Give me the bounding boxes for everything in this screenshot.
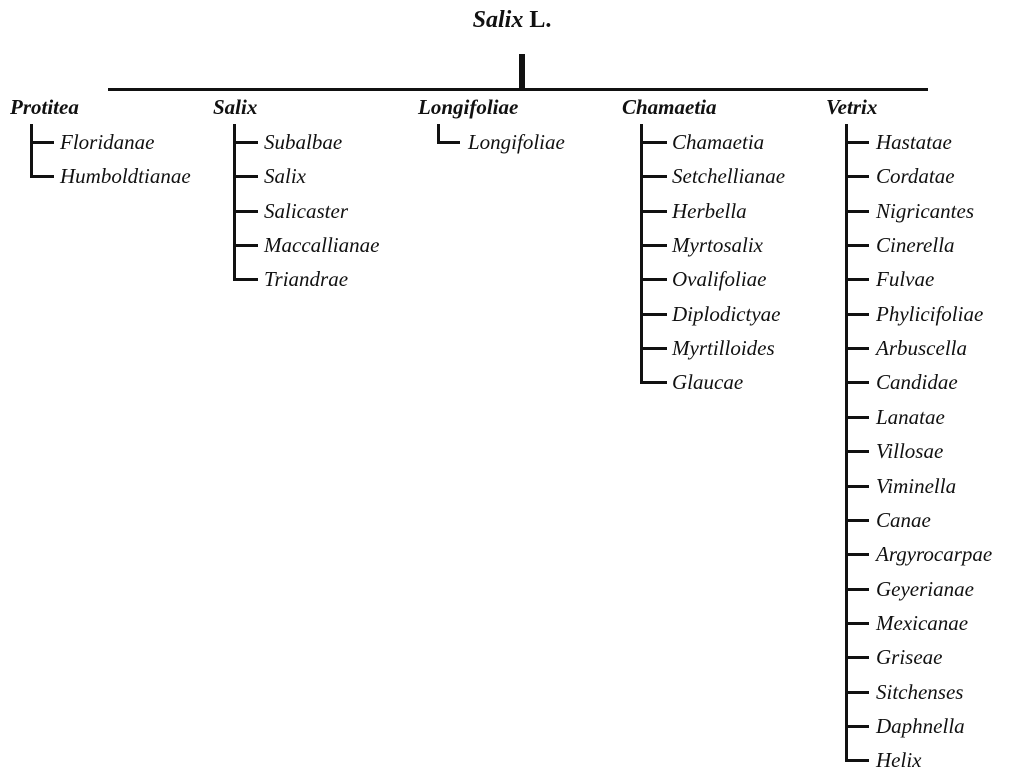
section-label: Floridanae bbox=[60, 130, 155, 154]
branch-tick bbox=[845, 588, 869, 591]
section-label: Sitchenses bbox=[876, 679, 964, 704]
section-label: Salix bbox=[264, 164, 306, 189]
section-label: Maccallianae bbox=[264, 233, 380, 258]
branch-vertical-line bbox=[30, 124, 33, 178]
section-label: Nigricantes bbox=[876, 198, 974, 223]
genus-name: Salix bbox=[472, 7, 524, 33]
section-label: Candidae bbox=[876, 370, 958, 395]
genus-author: L. bbox=[529, 7, 552, 33]
section-label: Cordatae bbox=[876, 164, 955, 189]
section-label: Phylicifoliae bbox=[876, 301, 984, 326]
branch-tick bbox=[845, 381, 869, 384]
section-label: Arbuscella bbox=[876, 336, 967, 361]
section-label: Subalbae bbox=[264, 130, 343, 154]
branch-tick bbox=[233, 210, 258, 213]
branch-tick bbox=[845, 141, 869, 144]
section-label: Salicaster bbox=[264, 198, 348, 223]
section-label: Glaucae bbox=[672, 370, 744, 395]
section-label: Hastatae bbox=[876, 130, 952, 154]
section-label: Cinerella bbox=[876, 233, 955, 258]
branch-tick bbox=[233, 244, 258, 247]
section-label: Setchellianae bbox=[672, 164, 786, 189]
section-label: Chamaetia bbox=[672, 130, 765, 154]
section-label: Humboldtianae bbox=[60, 164, 191, 189]
branch-tick bbox=[233, 141, 258, 144]
branch-tick bbox=[845, 553, 869, 556]
branch-tick bbox=[640, 381, 667, 384]
section-label: Myrtosalix bbox=[672, 233, 763, 258]
section-label: Canae bbox=[876, 507, 931, 532]
section-label: Geyerianae bbox=[876, 576, 974, 601]
branch-tick bbox=[845, 244, 869, 247]
branch-vertical-line bbox=[640, 124, 643, 384]
branch-tick bbox=[845, 450, 869, 453]
branch-tick bbox=[640, 141, 667, 144]
section-label: Mexicanae bbox=[876, 610, 969, 635]
section-label: Helix bbox=[876, 748, 922, 773]
subgenus-longifoliae-label: Longifoliae bbox=[418, 95, 519, 119]
section-label: Longifoliae bbox=[468, 130, 565, 154]
section-label: Myrtilloides bbox=[672, 336, 775, 361]
subgenus-vetrix-label: Vetrix bbox=[826, 95, 878, 119]
root-horizontal-line bbox=[108, 88, 928, 91]
branch-vertical-line bbox=[233, 124, 236, 281]
branch-tick bbox=[845, 519, 869, 522]
branch-tick bbox=[640, 313, 667, 316]
branch-tick bbox=[233, 175, 258, 178]
subgenus-protitea-label: Protitea bbox=[10, 95, 79, 119]
branch-vertical-line bbox=[845, 124, 848, 762]
section-label: Triandrae bbox=[264, 267, 349, 292]
section-label: Villosae bbox=[876, 439, 944, 464]
section-label: Argyrocarpae bbox=[876, 542, 993, 567]
branch-tick bbox=[845, 278, 869, 281]
branch-tick bbox=[640, 210, 667, 213]
section-label: Griseae bbox=[876, 645, 943, 670]
branch-tick bbox=[845, 691, 869, 694]
branch-tick bbox=[845, 313, 869, 316]
branch-tick bbox=[30, 141, 54, 144]
subgenus-chamaetia-label: Chamaetia bbox=[622, 95, 717, 119]
branch-tick bbox=[845, 485, 869, 488]
section-label: Viminella bbox=[876, 473, 957, 498]
branch-tick bbox=[845, 725, 869, 728]
subgenus-salix-label: Salix bbox=[213, 95, 258, 119]
branch-tick bbox=[640, 347, 667, 350]
section-label: Ovalifoliae bbox=[672, 267, 767, 292]
section-label: Daphnella bbox=[876, 713, 965, 738]
branch-tick bbox=[845, 656, 869, 659]
branch-tick bbox=[845, 347, 869, 350]
section-label: Lanatae bbox=[876, 404, 945, 429]
branch-tick bbox=[845, 210, 869, 213]
branch-tick bbox=[845, 622, 869, 625]
branch-tick bbox=[437, 141, 460, 144]
branch-tick bbox=[845, 175, 869, 178]
branch-tick bbox=[640, 175, 667, 178]
branch-tick bbox=[845, 759, 869, 762]
section-label: Diplodictyae bbox=[672, 301, 781, 326]
branch-tick bbox=[640, 244, 667, 247]
section-label: Fulvae bbox=[876, 267, 935, 292]
diagram-title bbox=[0, 4, 1024, 36]
branch-tick bbox=[640, 278, 667, 281]
branch-tick bbox=[233, 278, 258, 281]
section-label: Herbella bbox=[672, 198, 747, 223]
branch-tick bbox=[845, 416, 869, 419]
branch-tick bbox=[30, 175, 54, 178]
root-stem bbox=[519, 54, 525, 90]
